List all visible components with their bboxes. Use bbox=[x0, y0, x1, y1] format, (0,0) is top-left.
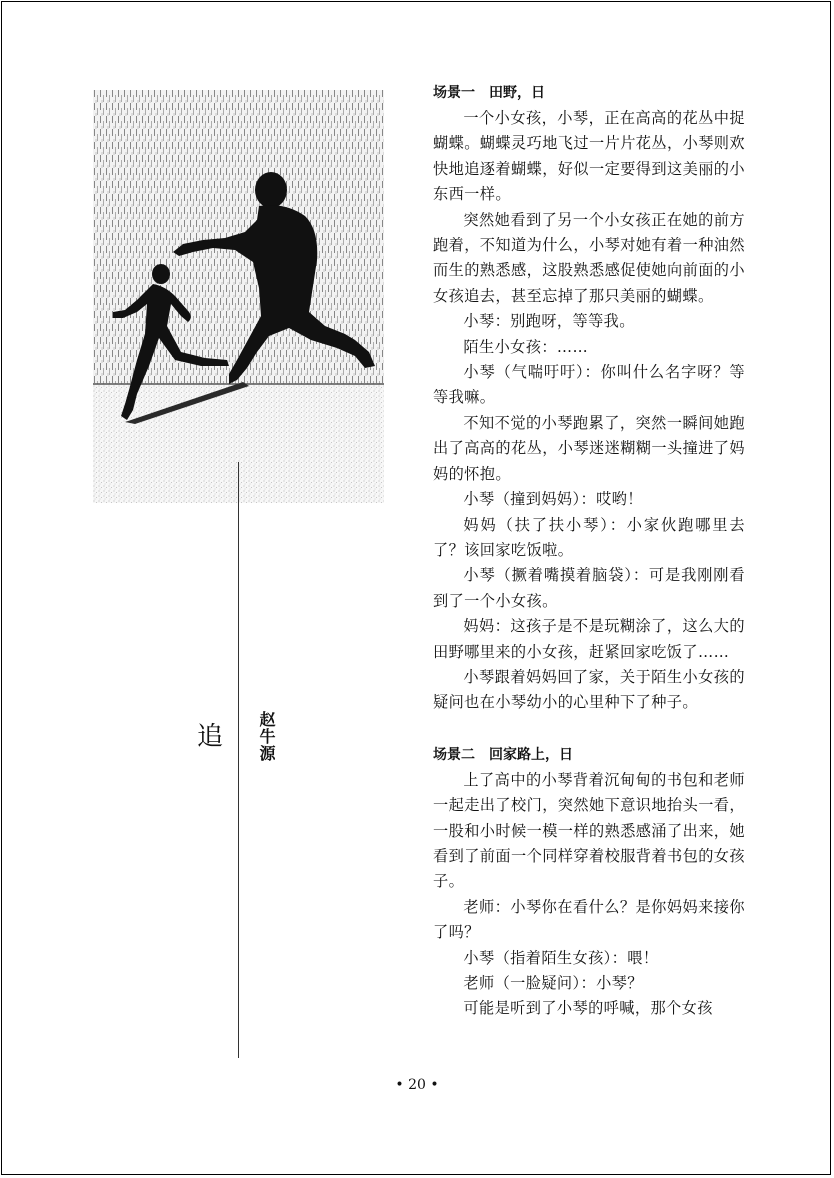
illustration bbox=[93, 90, 384, 503]
scene-1 bbox=[433, 80, 745, 716]
scene-heading: 场景二 回家路上，日 bbox=[433, 746, 573, 763]
running-figures-illustration-icon bbox=[93, 90, 384, 503]
paragraph: 陌生小女孩：…… bbox=[463, 337, 589, 356]
paragraph: 突然她看到了另一个小女孩正在她的前方跑着，不知道为什么，小琴对她有着一种油然而生的熟悉感，这股熟悉感促使她向前面的小女孩追去，甚至忘掉了那只美丽的蝴蝶。 bbox=[433, 210, 745, 305]
paragraph: 老师（一脸疑问）：小琴？ bbox=[463, 974, 643, 992]
page-number: • 20 • bbox=[395, 1077, 439, 1093]
main-text-column bbox=[433, 80, 745, 1022]
paragraph: 一个小女孩，小琴，正在高高的花丛中捉蝴蝶。蝴蝶灵巧地飞过一片片花丛，小琴则欢快地追逐着蝴蝶，好似一定要得到这美丽的小东西一样。 bbox=[433, 109, 745, 204]
paragraph: 上了高中的小琴背着沉甸甸的书包和老师一起走出了校门，突然她下意识地抬头一看，一股和小时候一模一样的熟悉感涌了出来，她看到了前面一个同样穿着校服背着书包的女孩子。 bbox=[433, 770, 745, 891]
article-title: 追 bbox=[197, 722, 224, 752]
paragraph: 小琴（气喘吁吁）：你叫什么名字呀？等等我嘛。 bbox=[433, 363, 745, 407]
paragraph: 老师：小琴你在看什么？是你妈妈来接你了吗？ bbox=[433, 897, 745, 942]
paragraph: 妈妈：这孩子是不是玩糊涂了，这么大的田野哪里来的小女孩，赶紧回家吃饭了…… bbox=[433, 617, 745, 661]
paragraph: 小琴跟着妈妈回了家，关于陌生小女孩的疑问也在小琴幼小的心里种下了种子。 bbox=[433, 667, 745, 712]
article-author: 赵牛源 bbox=[257, 711, 276, 762]
scene-2 bbox=[433, 742, 745, 1022]
paragraph: 小琴（撞到妈妈）：哎哟！ bbox=[463, 490, 643, 509]
paragraph: 可能是听到了小琴的呼喊，那个女孩 bbox=[463, 999, 713, 1018]
paragraph: 小琴（撅着嘴摸着脑袋）：可是我刚刚看到了一个小女孩。 bbox=[433, 566, 745, 610]
vertical-divider bbox=[238, 462, 239, 1058]
paragraph: 小琴（指着陌生女孩）：喂！ bbox=[463, 948, 659, 967]
scene-heading: 场景一 田野，日 bbox=[433, 85, 545, 101]
paragraph: 小琴：别跑呀，等等我。 bbox=[463, 312, 635, 331]
paragraph: 妈妈（扶了扶小琴）：小家伙跑哪里去了？该回家吃饭啦。 bbox=[433, 515, 745, 559]
paragraph: 不知不觉的小琴跑累了，突然一瞬间她跑出了高高的花丛，小琴迷迷糊糊一头撞进了妈妈的怀抱。 bbox=[433, 413, 745, 483]
